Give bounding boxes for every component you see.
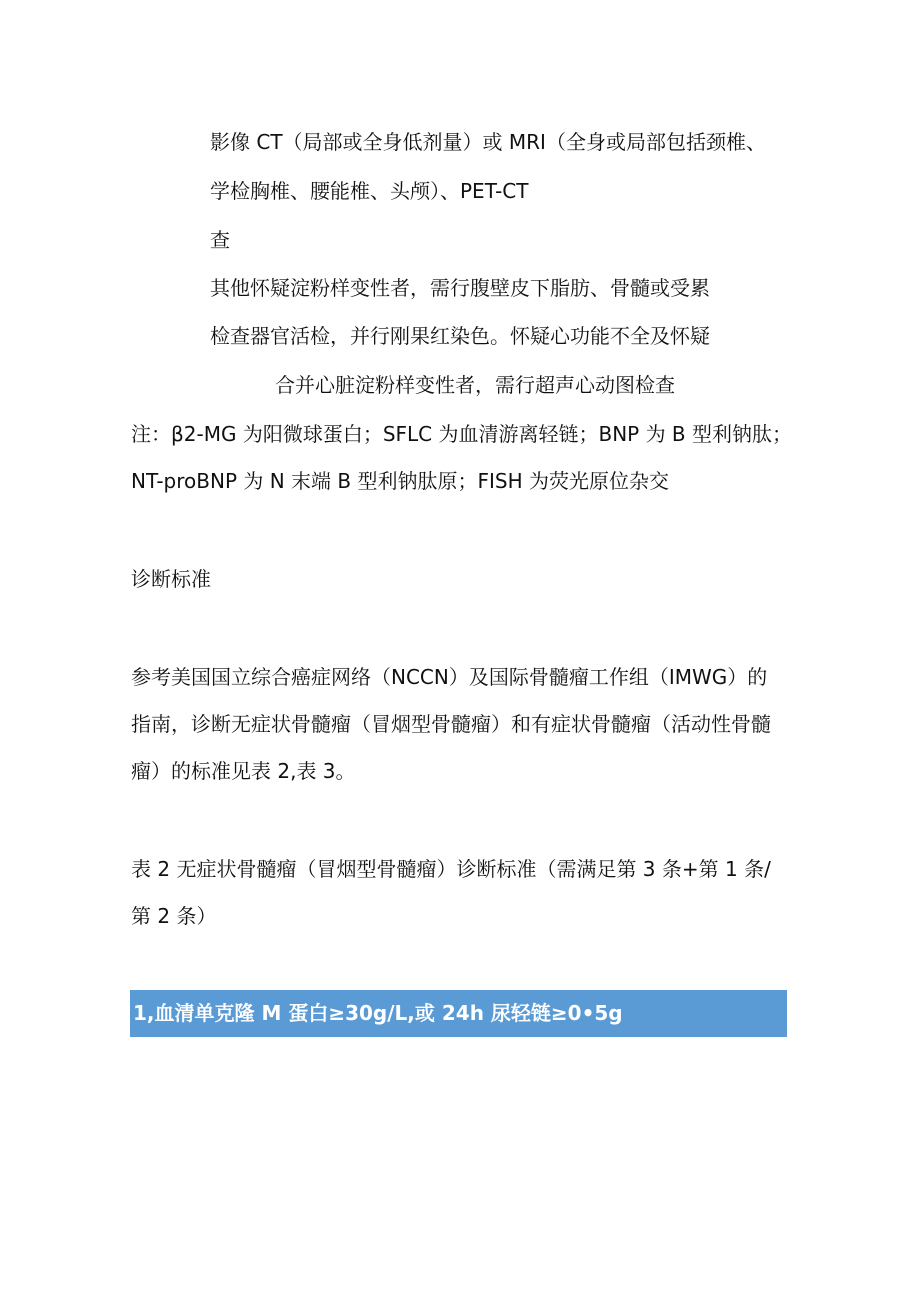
table-header-cell: 1,血清单克隆 M 蛋白≥30g/L,或 24h 尿轻链≥0•5g bbox=[133, 1001, 623, 1025]
table-caption-line-2: 第 2 条） bbox=[131, 904, 217, 928]
paragraph-line-1: 参考美国国立综合癌症网络（NCCN）及国际骨髓瘤工作组（IMWG）的 bbox=[131, 665, 768, 689]
exam-line-3: 查 bbox=[210, 228, 230, 252]
section-heading: 诊断标准 bbox=[131, 567, 211, 591]
exam-line-1: 影像 CT（局部或全身低剂量）或 MRI（全身或局部包括颈椎、 bbox=[210, 130, 766, 154]
exam-line-6: 合并心脏淀粉样变性者，需行超声心动图检查 bbox=[275, 373, 675, 397]
exam-line-4: 其他怀疑淀粉样变性者，需行腹壁皮下脂肪、骨髓或受累 bbox=[210, 276, 710, 300]
exam-line-5: 检查器官活检，并行刚果红染色。怀疑心功能不全及怀疑 bbox=[210, 324, 710, 348]
note-line-1: 注：β2-MG 为阳微球蛋白；SFLC 为血清游离轻链；BNP 为 B 型利钠肽； bbox=[131, 422, 793, 446]
exam-line-2: 学检胸椎、腰能椎、头颅）、PET-CT bbox=[210, 179, 529, 203]
paragraph-line-2: 指南，诊断无症状骨髓瘤（冒烟型骨髓瘤）和有症状骨髓瘤（活动性骨髓 bbox=[131, 712, 771, 736]
paragraph-line-3: 瘤）的标准见表 2,表 3。 bbox=[131, 759, 356, 783]
table-caption-line-1: 表 2 无症状骨髓瘤（冒烟型骨髓瘤）诊断标准（需满足第 3 条+第 1 条/ bbox=[131, 857, 771, 881]
note-line-2: NT-proBNP 为 N 末端 B 型利钠肽原；FISH 为荧光原位杂交 bbox=[131, 469, 669, 493]
